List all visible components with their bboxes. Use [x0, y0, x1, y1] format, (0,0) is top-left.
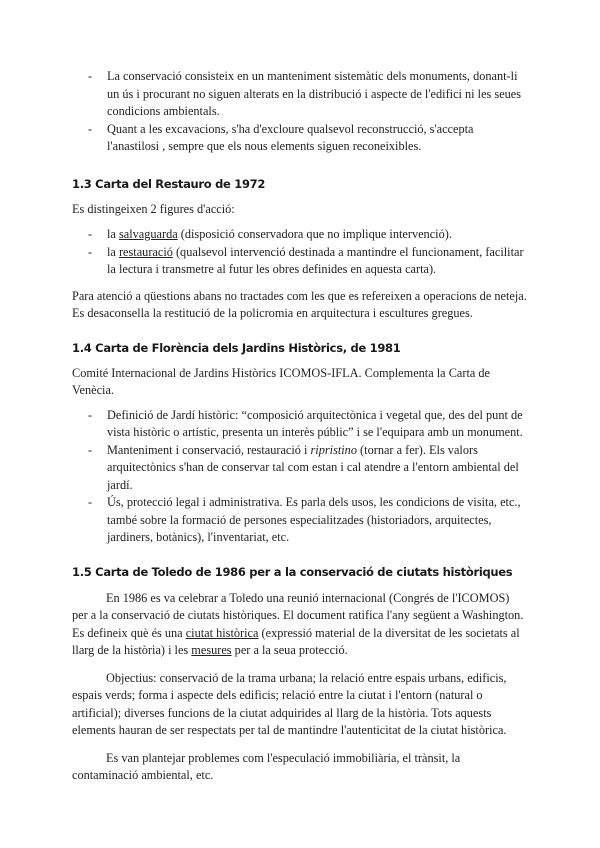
list-item: - Ús, protecció legal i administrativa. Es parla dels usos, les condicions de visita, etc., també sobre la formació de persones especialitzades (historiadors, arquitectes, jardiners, botànics), l'inventariat, etc.	[72, 494, 528, 547]
paragraph: Es distingeixen 2 figures d'acció:	[72, 201, 235, 216]
list-item: - la salvaguarda (disposició conservadora que no implique intervenció).	[72, 226, 528, 244]
list-item: - Definició de Jardí històric: “composició arquitectònica i vegetal que, des del punt de vista històric o artístic, presenta un interès públic” i se l'equipara amb un monument.	[72, 407, 528, 442]
list-item: - Quant a les excavacions, s'ha d'excloure qualsevol reconstrucció, s'accepta l'anastilosi , sempre que els nous elements siguen reconeixibles.	[72, 121, 528, 156]
section-heading-1-5: 1.5 Carta de Toledo de 1986 per a la conservació de ciutats històriques	[72, 564, 513, 579]
paragraph: Objectius: conservació de la trama urbana; la relació entre espais urbans, edificis, espais verds; forma i aspecte dels edificis; relació entre la ciutat i l'entorn (natural o artificial); diverses funcions de la ciutat adquirides al llarg de la història. Tots aquests elements hauran de ser respectats per tal de mantindre l'autenticitat de la ciutat històrica.	[72, 670, 507, 737]
section-heading-1-4: 1.4 Carta de Florència dels Jardins Històrics, de 1981	[72, 340, 401, 355]
conservation-list	[72, 68, 528, 156]
list-item: - La conservació consisteix en un manteniment sistemàtic dels monuments, donant-li un ús i procurant no siguen alterats en la distribució i aspecte de l'edifici ni les seues condicions ambientals.	[72, 68, 528, 121]
term-mesures: mesures	[191, 643, 232, 657]
florence-list	[72, 407, 528, 547]
term-ciutat-historica: ciutat històrica	[185, 625, 259, 640]
section-heading-1-3: 1.3 Carta del Restauro de 1972	[72, 176, 266, 191]
list-item: - la restauració (qualsevol intervenció destinada a mantindre el funcionament, facilitar la lectura i transmetre al futur les obres definides en aquesta carta).	[72, 244, 528, 279]
paragraph: Comité Internacional de Jardins Històrics ICOMOS-IFLA. Complementa la Carta de Venècia.	[72, 365, 491, 397]
term-ripristino: ripristino	[310, 442, 357, 457]
term-restauracio: restauració	[118, 244, 173, 259]
paragraph: Es van plantejar problemes com l'especulació immobiliària, el trànsit, la contaminació ambiental, etc.	[72, 750, 461, 782]
paragraph: Para atenció a qüestions abans no tractades com les que es refereixen a operacions de neteja. Es desaconsella la restitució de la policromia en arquitectura i escultures gregues.	[72, 288, 527, 320]
term-salvaguarda: salvaguarda	[118, 227, 178, 241]
list-item: - Manteniment i conservació, restauració i ripristino (tornar a fer). Els valors arquitectònics s'han de conservar tal com estan i cal atendre a l'entorn ambiental del jardí.	[72, 442, 528, 495]
paragraph: En 1986 es va celebrar a Toledo una reunió internacional (Congrés de l'ICOMOS) per a la conservació de ciutats històriques. El document ratifica l'any següent a Washington. Es defineix què és una ciutat històrica (expressió material de la diversitat de les societats al llarg de la història) i les mesures per a la seua protecció.	[72, 590, 524, 657]
figures-list	[72, 226, 528, 279]
